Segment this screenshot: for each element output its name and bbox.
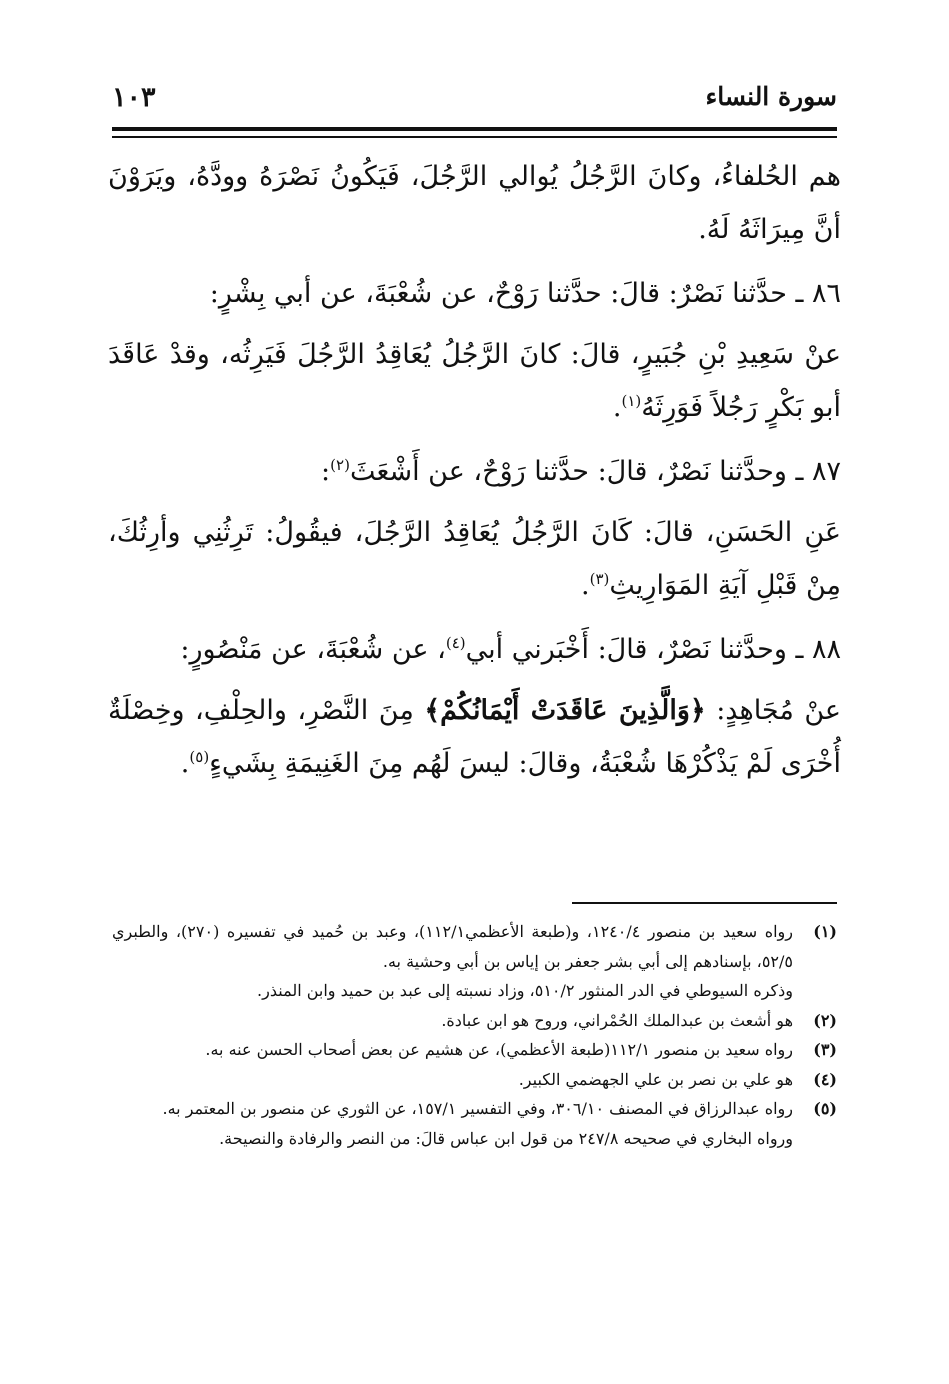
footnote-number: (٤) bbox=[813, 1069, 837, 1089]
footnote-text: هو علي بن نصر بن علي الجهضمي الكبير. bbox=[518, 1069, 793, 1089]
footnote-4 bbox=[112, 1065, 837, 1095]
footnote-2 bbox=[112, 1006, 837, 1036]
footnote-number: (١) bbox=[813, 922, 837, 941]
footnote-1 bbox=[112, 917, 837, 1006]
header-rule-thick bbox=[112, 127, 837, 131]
hadith-88-chain-b: ، عن شُعْبَةَ، عن مَنْصُورٍ: bbox=[180, 634, 446, 665]
hadith-88-chain bbox=[108, 623, 841, 676]
quran-quote: ﴿وَالَّذِينَ عَاقَدَتْ أَيْمَانُكُمْ﴾ bbox=[424, 695, 706, 726]
hadith-88-body-b: مِنَ النَّصْرِ، والحِلْفِ، وخِصْلَةٌ أُخْرَى لَمْ يَذْكُرْهَا شُعْبَةُ، وقالَ: ليسَ لَهُم مِنَ الغَنِيمَةِ بِشَيءٍ bbox=[108, 695, 841, 779]
hadith-88-body-a: عنْ مُجَاهِدٍ: bbox=[716, 695, 841, 726]
main-text bbox=[108, 150, 841, 801]
continuation-paragraph bbox=[108, 150, 841, 256]
footnote-ref-3[interactable]: (٣) bbox=[589, 570, 610, 588]
footnote-ref-5[interactable]: (٥) bbox=[189, 748, 210, 766]
footnote-text: رواه سعيد بن منصور ١٢٤٠/٤، و(طبعة الأعظمي١١٢/١)، وعبد بن حُميد في تفسيره (٢٧٠)، والطبري ٥٢/٥، بإسنادهم إلى أبي بشر جعفر بن إياس بن أبي وحشية به. bbox=[112, 922, 794, 971]
hadith-86-chain bbox=[108, 267, 841, 320]
footnote-number: (٥) bbox=[813, 1099, 837, 1118]
footnote-separator bbox=[572, 902, 837, 904]
hadith-86-chain-text: ٨٦ ـ حدَّثنا نَصْرٌ: قالَ: حدَّثنا رَوْحٌ، عن شُعْبَةَ، عن أبي بِشْرٍ: bbox=[209, 278, 841, 309]
page-number: ١٠٣ bbox=[112, 82, 156, 113]
footnote-number: (٢) bbox=[813, 1010, 837, 1030]
hadith-87-chain bbox=[108, 445, 841, 498]
hadith-87-body: عَنِ الحَسَنِ، قالَ: كَانَ الرَّجُلُ يُعَاقِدُ الرَّجُلَ، فيقُولُ: تَرِثُنِي وأرِثُكَ، مِنْ قَبْلِ آيَةِ المَوَارِيثِ bbox=[108, 517, 841, 601]
hadith-87-end: . bbox=[581, 570, 590, 601]
page-header bbox=[112, 82, 837, 118]
hadith-87-chain-text: ٨٧ ـ وحدَّثنا نَصْرٌ، قالَ: حدَّثنا رَوْحٌ، عن أَشْعَثَ bbox=[349, 456, 841, 487]
footnote-text: رواه عبدالرزاق في المصنف ٣٠٦/١٠، وفي التفسير ١٥٧/١، عن الثوري عن منصور بن المعتمر به. bbox=[162, 1099, 793, 1118]
footnote-text: رواه سعيد بن منصور ١١٢/١(طبعة الأعظمي)، عن هشيم عن بعض أصحاب الحسن عنه به. bbox=[205, 1040, 793, 1059]
hadith-88-chain-a: ٨٨ ـ وحدَّثنا نَصْرٌ، قالَ: أَخْبَرني أبي bbox=[465, 634, 841, 665]
footnote-text: ورواه البخاري في صحيحه ٢٤٧/٨ من قول ابن عباس قالَ: من النصر والرفادة والنصيحة. bbox=[219, 1128, 793, 1148]
footnotes bbox=[112, 917, 837, 1153]
footnote-ref-2[interactable]: (٢) bbox=[330, 456, 350, 474]
hadith-86-body: عنْ سَعِيدِ بْنِ جُبَيرٍ، قالَ: كانَ الرَّجُلُ يُعَاقِدُ الرَّجُلَ فَيَرِثُه، وقدْ عَاقَدَ أبو بَكْرٍ رَجُلاً فَوَرِثَهُ bbox=[108, 339, 841, 423]
surah-title: سورة النساء bbox=[705, 82, 837, 111]
header-rule-thin bbox=[112, 136, 837, 138]
hadith-88-end: . bbox=[180, 748, 190, 779]
footnote-number: (٣) bbox=[813, 1040, 837, 1059]
footnote-ref-1[interactable]: (١) bbox=[621, 392, 642, 410]
hadith-87-text bbox=[108, 506, 841, 612]
footnote-ref-4[interactable]: (٤) bbox=[445, 634, 466, 652]
hadith-87-chain-end: : bbox=[321, 456, 331, 487]
hadith-88-text bbox=[108, 684, 841, 790]
continuation-text: هم الحُلفاءُ، وكانَ الرَّجُلُ يُوالي الرَّجُلَ، فَيَكُونُ نَصْرَهُ وودَّهُ، ويَرَوْنَ أنَّ مِيرَاثَهُ لَهُ. bbox=[108, 161, 841, 245]
footnote-5 bbox=[112, 1094, 837, 1153]
footnote-3 bbox=[112, 1035, 837, 1065]
hadith-86-text bbox=[108, 328, 841, 434]
footnote-text: هو أشعث بن عبدالملك الحُمْراني، وروح هو ابن عبادة. bbox=[441, 1010, 793, 1030]
hadith-86-end: . bbox=[612, 392, 622, 423]
footnote-text: وذكره السيوطي في الدر المنثور ٥١٠/٢، وزاد نسبته إلى عبد بن حميد وابن المنذر. bbox=[257, 981, 793, 1000]
